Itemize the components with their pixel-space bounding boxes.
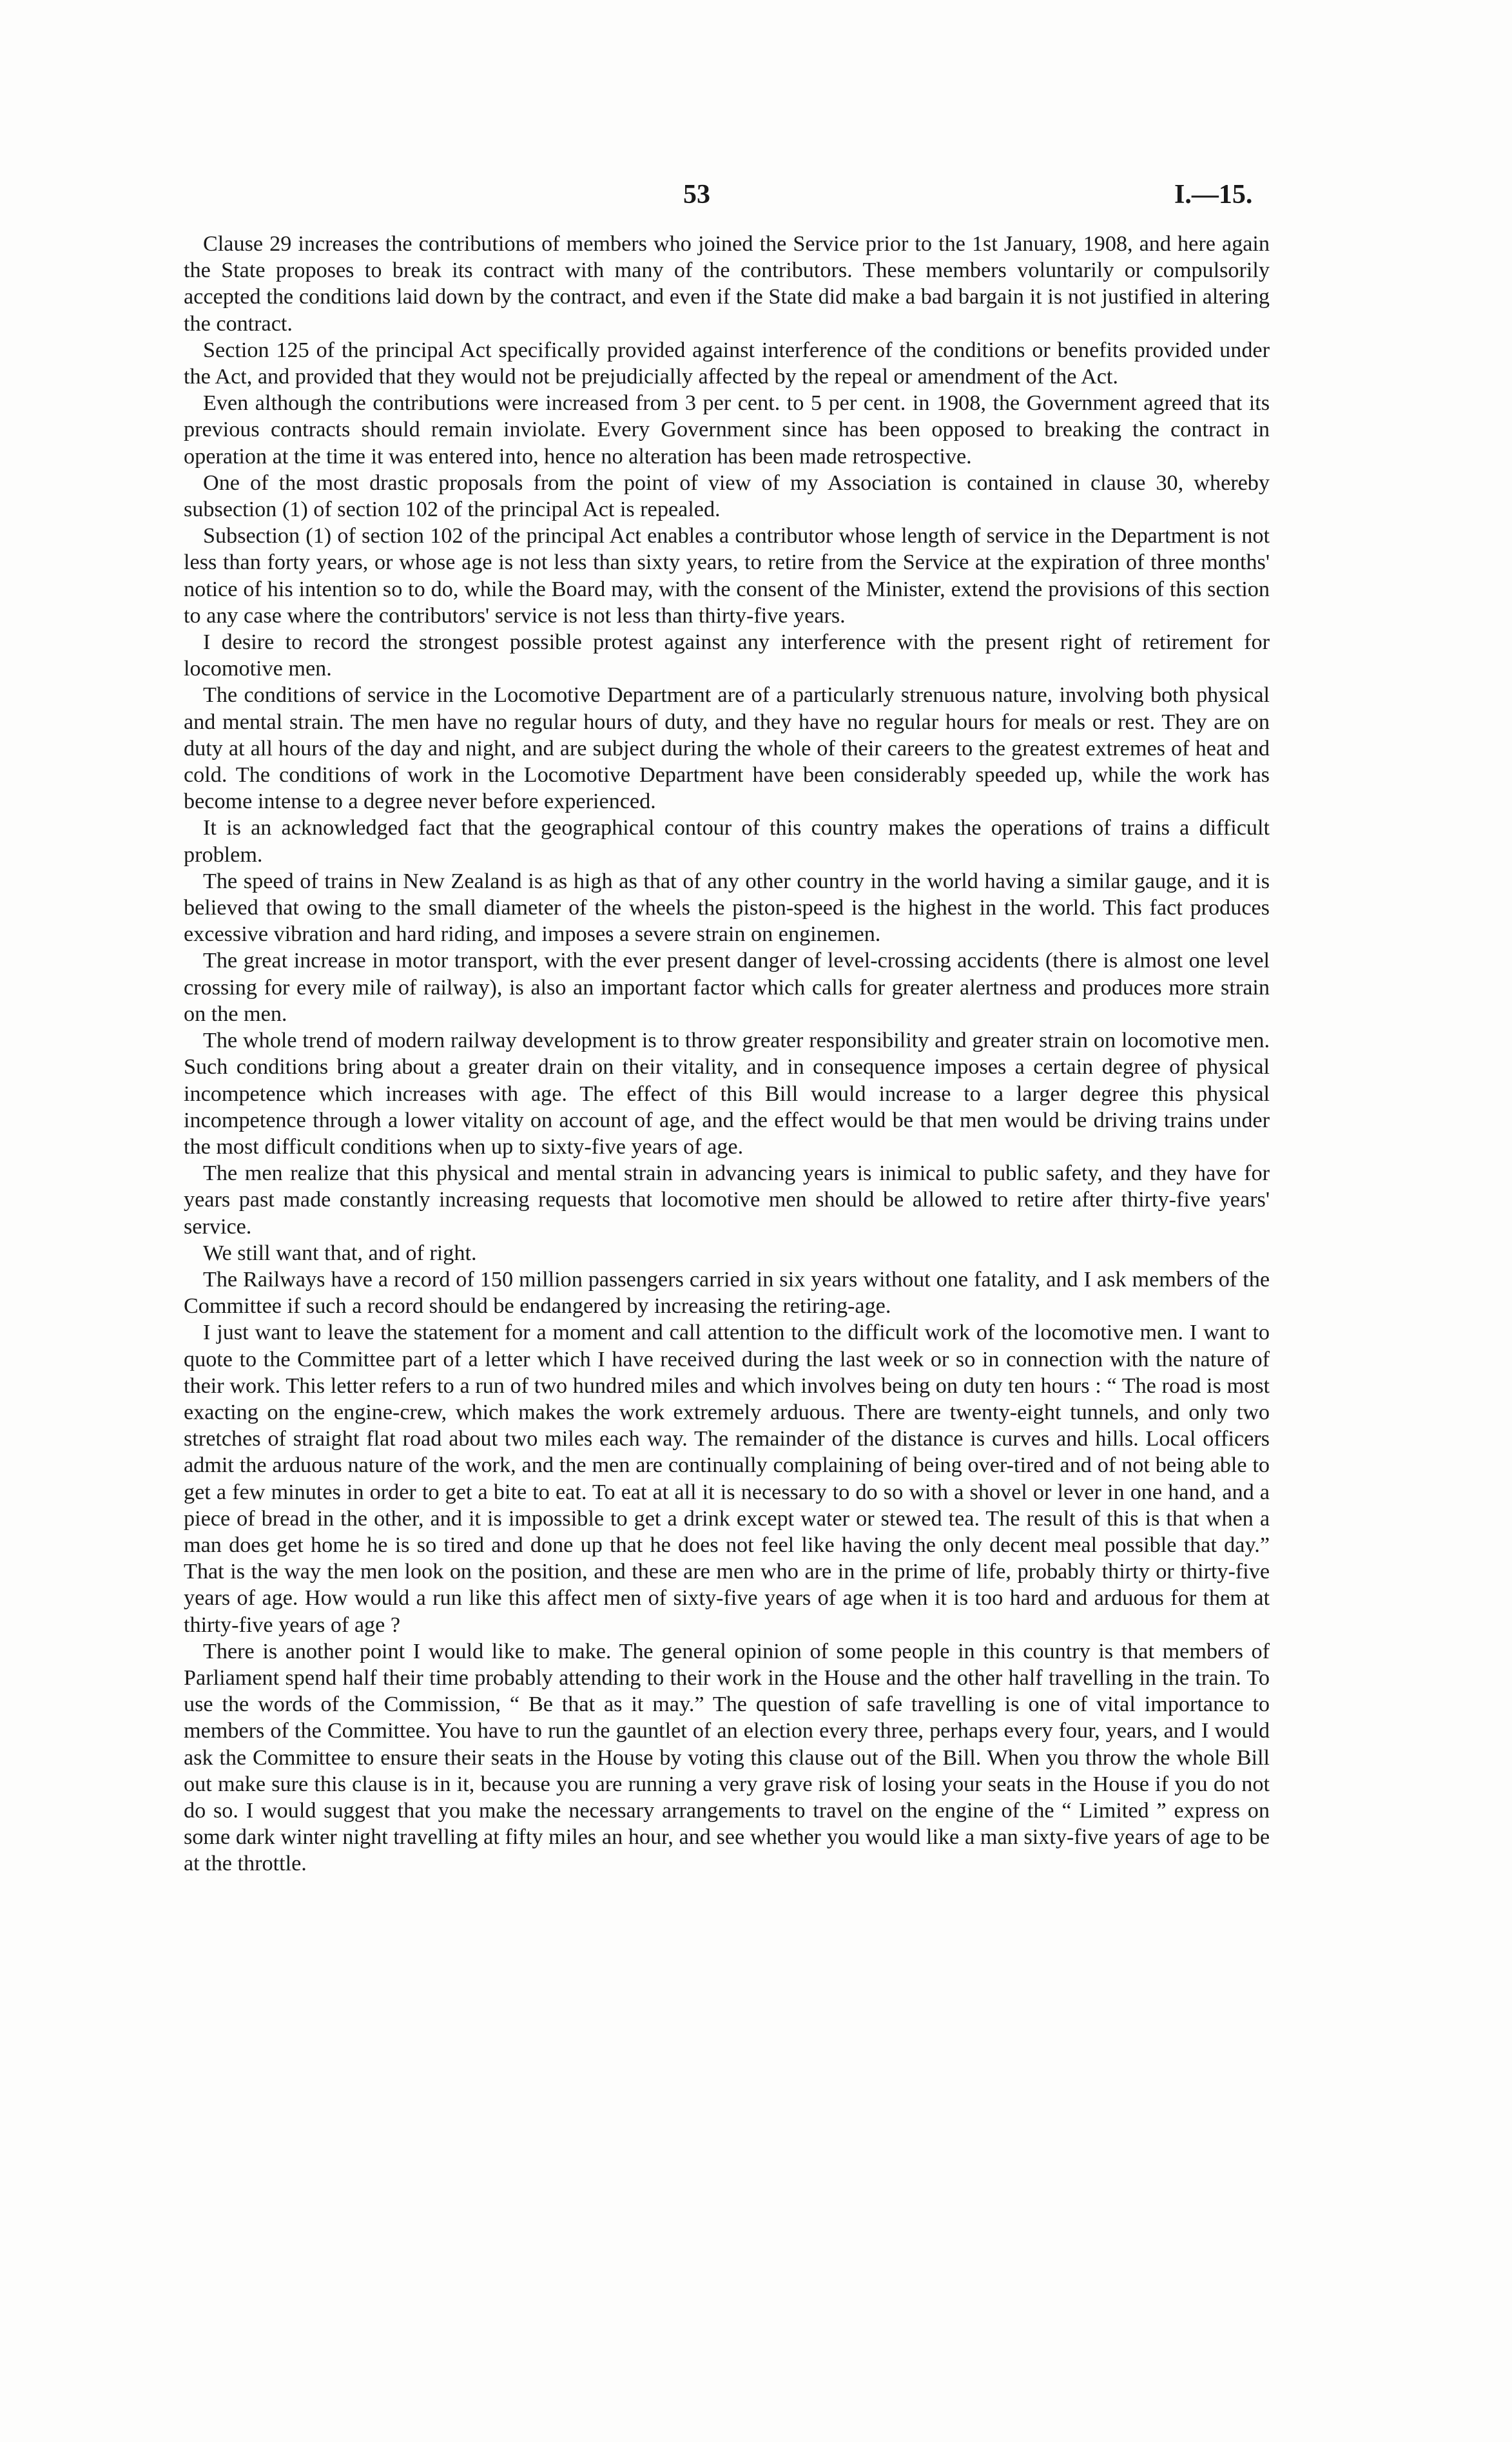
paragraph: Even although the contributions were increased from 3 per cent. to 5 per cent. in 1908, the Government agreed that its previous contracts should remain inviolate. Every Government since has been opposed to breaking the contract in operation at the time it was entered into, hence no alteration has been made retrospective.	[184, 391, 1270, 469]
paragraph: The men realize that this physical and mental strain in advancing years is inimical to public safety, and they have for years past made constantly increasing requests that locomotive men should be allowed to retire after thirty-five years' service.	[184, 1161, 1270, 1239]
paragraph: Section 125 of the principal Act specifically provided against interference of the conditions or benefits provided under the Act, and provided that they would not be prejudicially affected by the repeal or amendment of the Act.	[184, 338, 1270, 389]
paragraph: One of the most drastic proposals from the point of view of my Association is contained in clause 30, whereby subsection (1) of section 102 of the principal Act is repealed.	[184, 470, 1270, 522]
body-text	[184, 231, 1270, 1877]
paragraph: It is an acknowledged fact that the geographical contour of this country makes the operations of trains a difficult problem.	[184, 816, 1270, 867]
paragraph: The Railways have a record of 150 million passengers carried in six years without one fatality, and I ask members of the Committee if such a record should be endangered by increasing the retiring-age.	[184, 1267, 1270, 1319]
paragraph: The whole trend of modern railway development is to throw greater responsibility and greater strain on locomotive men. Such conditions bring about a greater drain on their vitality, and in consequence imposes a certain degree of physical incompetence which increases with age. The effect of this Bill would increase to a larger degree this physical incompetence through a lower vitality on account of age, and the effect would be that men would be driving trains under the most difficult conditions when up to sixty-five years of age.	[184, 1029, 1270, 1159]
paragraph: I just want to leave the statement for a moment and call attention to the difficult work of the locomotive men. I want to quote to the Committee part of a letter which I have received during the last week or so in connection with the nature of their work. This letter refers to a run of two hundred miles and which involves being on duty ten hours : “ The road is most exacting on the engine-crew, which makes the work extremely arduous. There are twenty-eight tunnels, and only two stretches of straight flat road about two miles each way. The remainder of the distance is curves and hills. Local officers admit the arduous nature of the work, and the men are continually complaining of being over-tired and of not being able to get a few minutes in order to get a bite to eat. To eat at all it is necessary to do so with a shovel or lever in one hand, and a piece of bread in the other, and it is impossible to get a drink except water or stewed tea. The result of this is that when a man does get home he is so tired and done up that he does not feel like having the only decent meal possible that day.” That is the way the men look on the position, and these are men who are in the prime of life, probably thirty or thirty-five years of age. How would a run like this affect men of sixty-five years of age when it is too hard and arduous for them at thirty-five years of age ?	[184, 1321, 1270, 1637]
paragraph: There is another point I would like to make. The general opinion of some people in this country is that members of Parliament spend half their time probably attending to their work in the House and the other half travelling in the train. To use the words of the Commission, “ Be that as it may.” The question of safe travelling is one of vital importance to members of the Committee. You have to run the gauntlet of an election every three, perhaps every four, years, and I would ask the Committee to ensure their seats in the House by voting this clause out of the Bill. When you throw the whole Bill out make sure this clause is in it, because you are running a very grave risk of losing your seats in the House if you do not do so. I would suggest that you make the necessary arrangements to travel on the engine of the “ Limited ” express on some dark winter night travelling at fifty miles an hour, and see whether you would like a man sixty-five years of age to be at the throttle.	[184, 1639, 1270, 1876]
paragraph: The conditions of service in the Locomotive Department are of a particularly strenuous nature, involving both physical and mental strain. The men have no regular hours of duty, and they have no regular hours for meals or rest. They are on duty at all hours of the day and night, and are subject during the whole of their careers to the greatest extremes of heat and cold. The conditions of work in the Locomotive Department have been considerably speeded up, while the work has become intense to a degree never before experienced.	[184, 683, 1270, 814]
paragraph: The speed of trains in New Zealand is as high as that of any other country in the world having a similar gauge, and it is believed that owing to the small diameter of the wheels the piston-speed is the highest in the world. This fact produces excessive vibration and hard riding, and imposes a severe strain on enginemen.	[184, 869, 1270, 947]
page-header	[0, 179, 1512, 218]
paragraph: I desire to record the strongest possible protest against any interference with the present right of retirement for locomotive men.	[184, 630, 1270, 681]
paragraph: Subsection (1) of section 102 of the principal Act enables a contributor whose length of service in the Department is not less than forty years, or whose age is not less than sixty years, to retire from the Service at the expiration of three months' notice of his intention so to do, while the Board may, with the consent of the Minister, extend the provisions of this section to any case where the contributors' service is not less than thirty-five years.	[184, 524, 1270, 628]
paragraph: Clause 29 increases the contributions of members who joined the Service prior to the 1st January, 1908, and here again the State proposes to break its contract with many of the contributors. These members voluntarily or compulsorily accepted the conditions laid down by the contract, and even if the State did make a bad bargain it is not justified in altering the contract.	[184, 232, 1270, 336]
paper-reference: I.—15.	[1174, 180, 1253, 209]
paragraph: The great increase in motor transport, with the ever present danger of level-crossing accidents (there is almost one level crossing for every mile of railway), is also an important factor which calls for greater alertness and produces more strain on the men.	[184, 949, 1270, 1026]
paragraph: We still want that, and of right.	[203, 1241, 477, 1265]
page-number: 53	[683, 180, 710, 209]
